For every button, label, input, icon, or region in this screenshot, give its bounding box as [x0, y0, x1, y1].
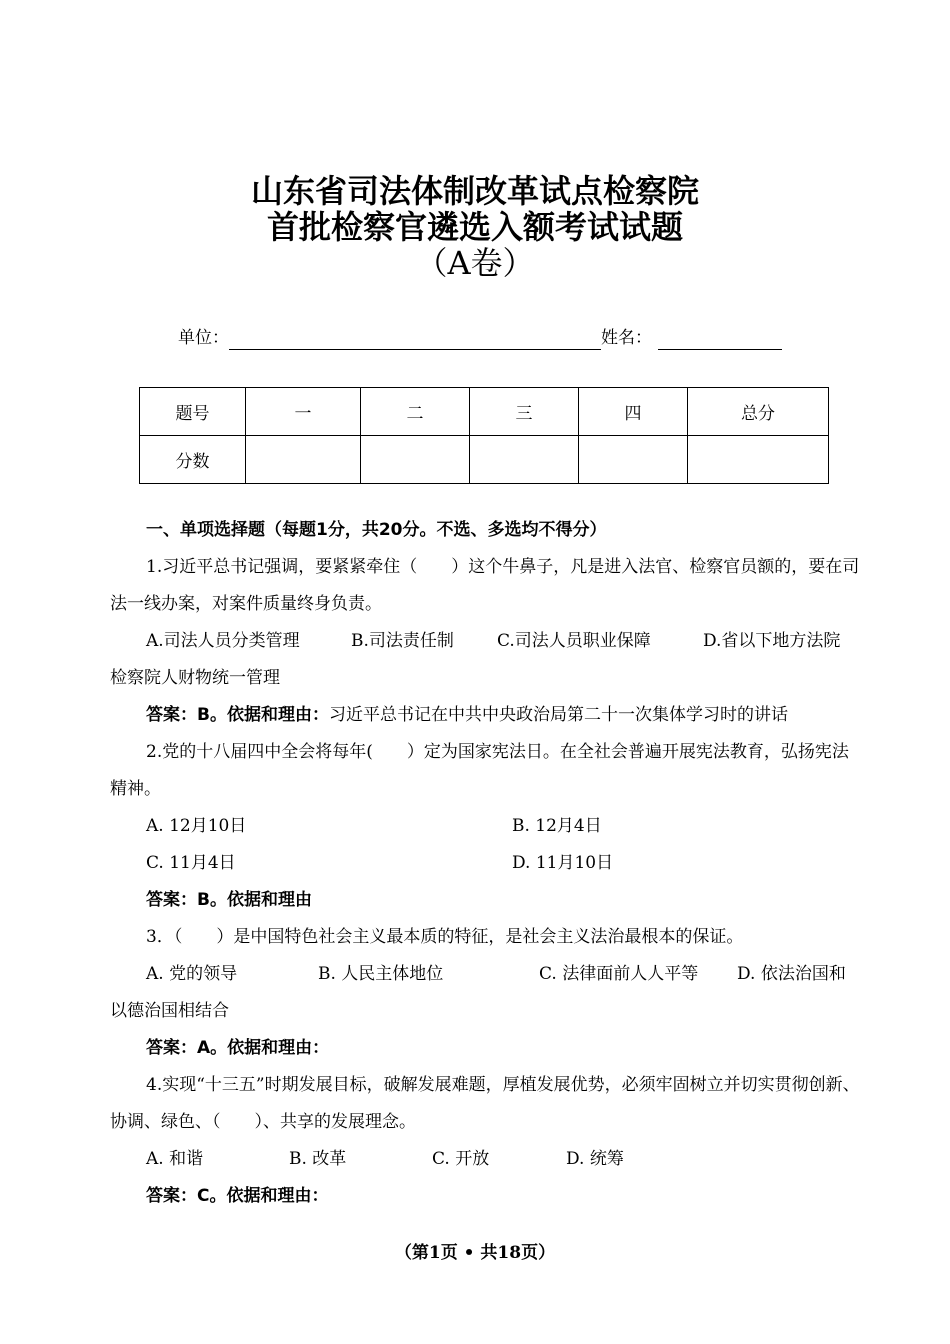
option-d: D. 依法治国和 [737, 964, 846, 984]
unit-field[interactable] [229, 330, 601, 350]
score-cell[interactable] [246, 436, 361, 484]
question-1-options [110, 623, 860, 660]
option-b: B.司法责任制 [351, 631, 454, 651]
option-a: A. 党的领导 [146, 964, 238, 984]
question-4-options [110, 1141, 860, 1178]
page-footer: （第1页 • 共18页） [394, 1243, 556, 1263]
option-c: C. 开放 [432, 1149, 490, 1169]
question-3-answer: 答案：A。依据和理由： [146, 1038, 330, 1058]
question-4-text: 4.实现“十三五”时期发展目标，破解发展难题，厚植发展优势，必须牢固树立并切实贯彻创新、协调、绿色、（ ）、共享的发展理念。 [110, 1075, 860, 1132]
score-table-header-row [140, 388, 829, 436]
option-b: B. 改革 [289, 1149, 347, 1169]
score-table [139, 387, 829, 484]
question-3-options [110, 956, 860, 993]
unit-label: 单位： [178, 328, 229, 348]
score-header-cell: 四 [579, 388, 688, 436]
score-cell[interactable] [361, 436, 470, 484]
score-header-cell: 总分 [688, 388, 829, 436]
question-2-options-row2 [110, 845, 860, 882]
score-header-cell: 题号 [140, 388, 246, 436]
option-b: B. 人民主体地位 [318, 964, 444, 984]
score-header-cell: 二 [361, 388, 470, 436]
option-a: A. 12月10日 [146, 816, 247, 836]
option-d: D.省以下地方法院 [703, 631, 841, 651]
question-content [110, 512, 860, 1215]
answer-label: 答案：B。依据和理由： [146, 705, 329, 725]
exam-title-line1: 山东省司法体制改革试点检察院 [250, 172, 699, 210]
score-header-cell: 三 [470, 388, 579, 436]
answer-text: 习近平总书记在中共中央政治局第二十一次集体学习时的讲话 [328, 705, 788, 725]
question-2-text: 2.党的十八届四中全会将每年( ）定为国家宪法日。在全社会普遍开展宪法教育，弘扬宪法精神。 [110, 742, 849, 799]
option-c: C. 11月4日 [146, 853, 236, 873]
score-cell[interactable] [470, 436, 579, 484]
option-d-continued: 检察院人财物统一管理 [110, 668, 280, 688]
section-heading: 一、单项选择题（每题1分，共20分。不选、多选均不得分） [146, 520, 607, 540]
score-cell[interactable] [688, 436, 829, 484]
question-3-text: 3．（ ）是中国特色社会主义最本质的特征，是社会主义法治最根本的保证。 [146, 927, 744, 947]
question-1-text: 1.习近平总书记强调，要紧紧牵住（ ）这个牛鼻子，凡是进入法官、检察官员额的，要在司法一线办案，对案件质量终身负责。 [110, 557, 860, 614]
examinee-info [178, 326, 782, 350]
score-cell[interactable] [579, 436, 688, 484]
option-a: A. 和谐 [146, 1149, 204, 1169]
question-2-options [110, 808, 860, 845]
score-header-cell: 一 [246, 388, 361, 436]
option-b: B. 12月4日 [512, 816, 602, 836]
option-d-continued: 以德治国相结合 [110, 1001, 229, 1021]
option-c: C. 法律面前人人平等 [539, 964, 699, 984]
option-d: D. 统筹 [566, 1149, 624, 1169]
exam-title-line3: （A卷） [415, 244, 535, 282]
option-d: D. 11月10日 [512, 853, 614, 873]
score-table-score-row [140, 436, 829, 484]
option-c: C.司法人员职业保障 [497, 631, 651, 651]
exam-title-line2: 首批检察官遴选入额考试试题 [266, 208, 683, 246]
score-row-label: 分数 [140, 436, 246, 484]
question-1-answer [110, 697, 860, 734]
option-a: A.司法人员分类管理 [146, 631, 300, 651]
question-2-answer: 答案：B。依据和理由 [146, 890, 312, 910]
question-4-answer: 答案：C。依据和理由： [146, 1186, 329, 1206]
name-label: 姓名： [601, 328, 652, 348]
name-field[interactable] [658, 330, 782, 350]
